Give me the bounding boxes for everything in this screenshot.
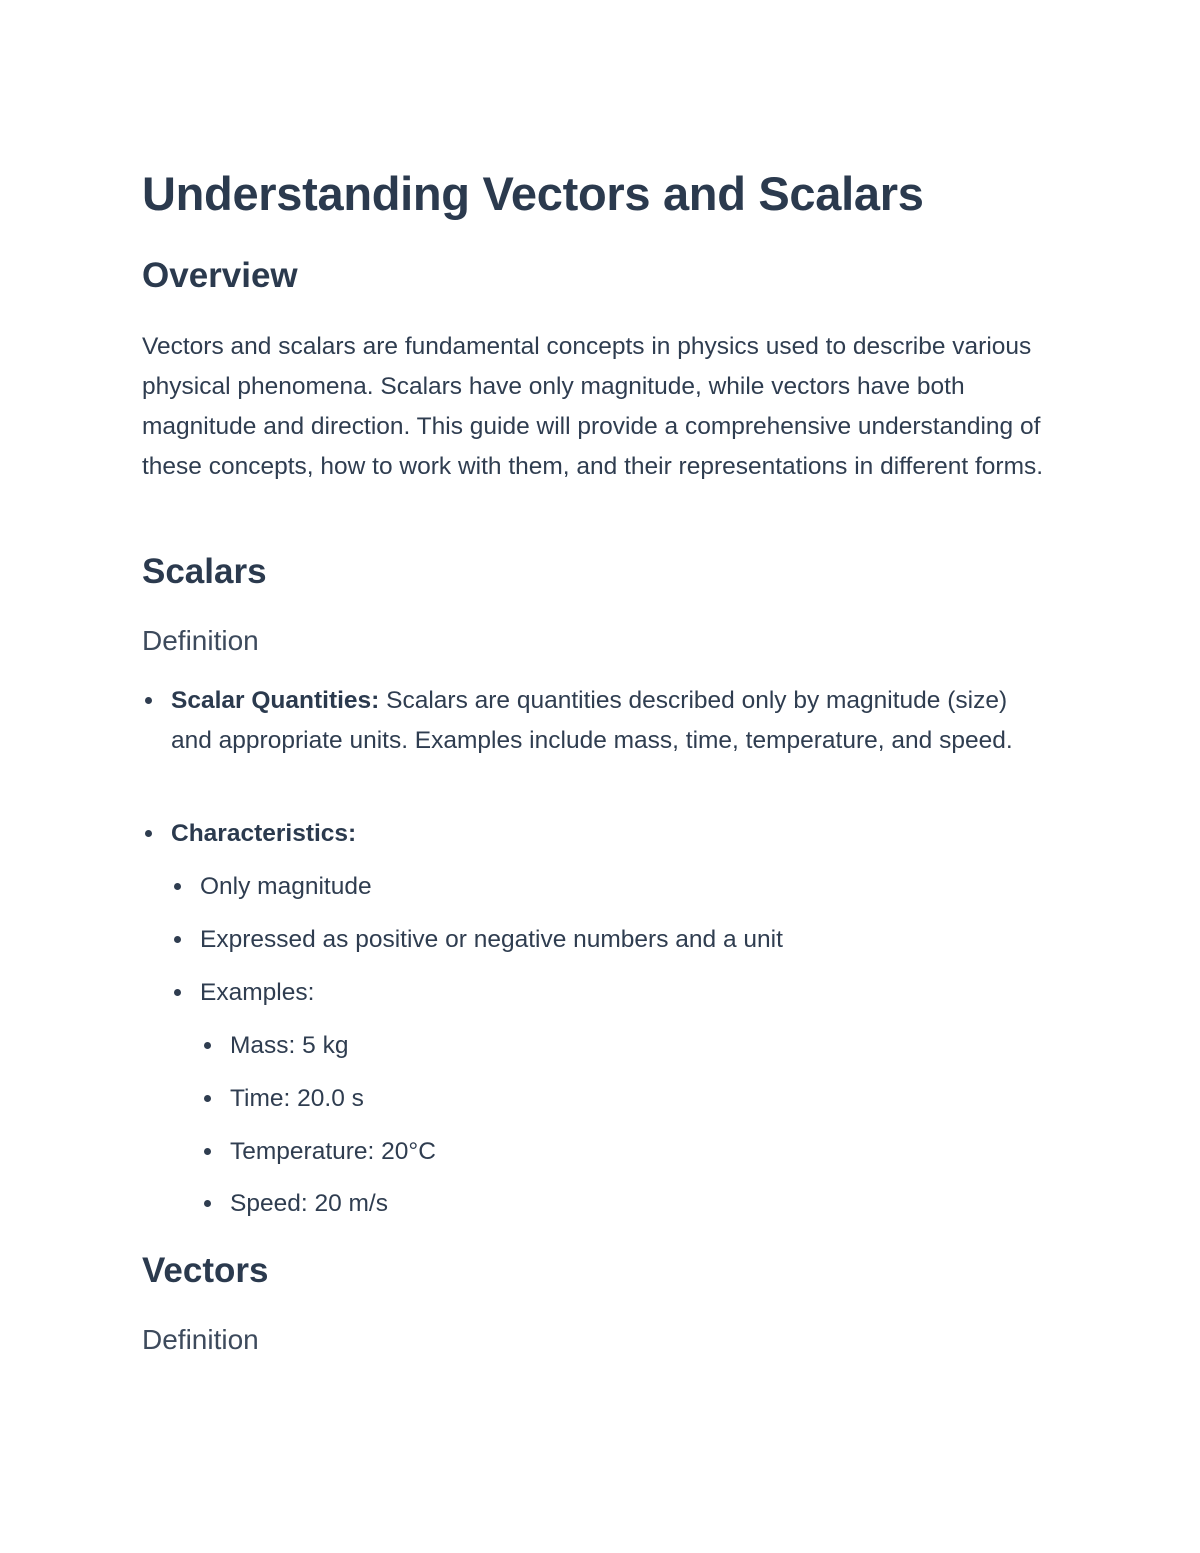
vectors-heading: Vectors — [142, 1251, 269, 1290]
list-item — [200, 920, 783, 960]
scalars-definition-heading: Definition — [142, 625, 259, 656]
list-item — [230, 1132, 436, 1172]
list-item — [171, 814, 1051, 854]
bullet-icon — [204, 1095, 211, 1102]
bullet-icon — [145, 697, 152, 704]
list-item-label: Characteristics: — [171, 820, 357, 847]
bullet-icon — [204, 1042, 211, 1049]
list-item-text: Time: 20.0 s — [230, 1085, 364, 1112]
list-item — [200, 973, 314, 1013]
list-item-text: Speed: 20 m/s — [230, 1190, 388, 1217]
list-item-text: Expressed as positive or negative numbers and a unit — [200, 926, 783, 953]
bullet-icon — [174, 936, 181, 943]
list-item — [200, 867, 372, 907]
bullet-icon — [174, 989, 181, 996]
list-item-text: Temperature: 20°C — [230, 1138, 436, 1165]
overview-heading: Overview — [142, 256, 298, 295]
page-title: Understanding Vectors and Scalars — [142, 167, 924, 220]
list-item-text: Scalars are quantities described only by magnitude (size) and appropriate units. Examples include mass, time, temperature, and speed. — [171, 687, 1013, 754]
list-item — [171, 681, 1051, 760]
list-item — [230, 1026, 348, 1066]
scalars-heading: Scalars — [142, 552, 267, 591]
list-item — [230, 1079, 364, 1119]
bullet-icon — [174, 883, 181, 890]
list-item-label: Scalar Quantities: — [171, 687, 380, 714]
list-item-text: Only magnitude — [200, 873, 372, 900]
list-item — [230, 1184, 388, 1224]
bullet-icon — [204, 1148, 211, 1155]
bullet-icon — [145, 830, 152, 837]
overview-paragraph: Vectors and scalars are fundamental concepts in physics used to describe various physical phenomena. Scalars have only magnitude, while vectors have both magnitude and direction. This guide will provide a comprehensive understanding of these concepts, how to work with them, and their representations in different forms. — [142, 333, 1044, 480]
vectors-definition-heading: Definition — [142, 1324, 259, 1355]
list-item-text: Examples: — [200, 979, 315, 1006]
bullet-icon — [204, 1200, 211, 1207]
list-item-text: Mass: 5 kg — [230, 1032, 349, 1059]
